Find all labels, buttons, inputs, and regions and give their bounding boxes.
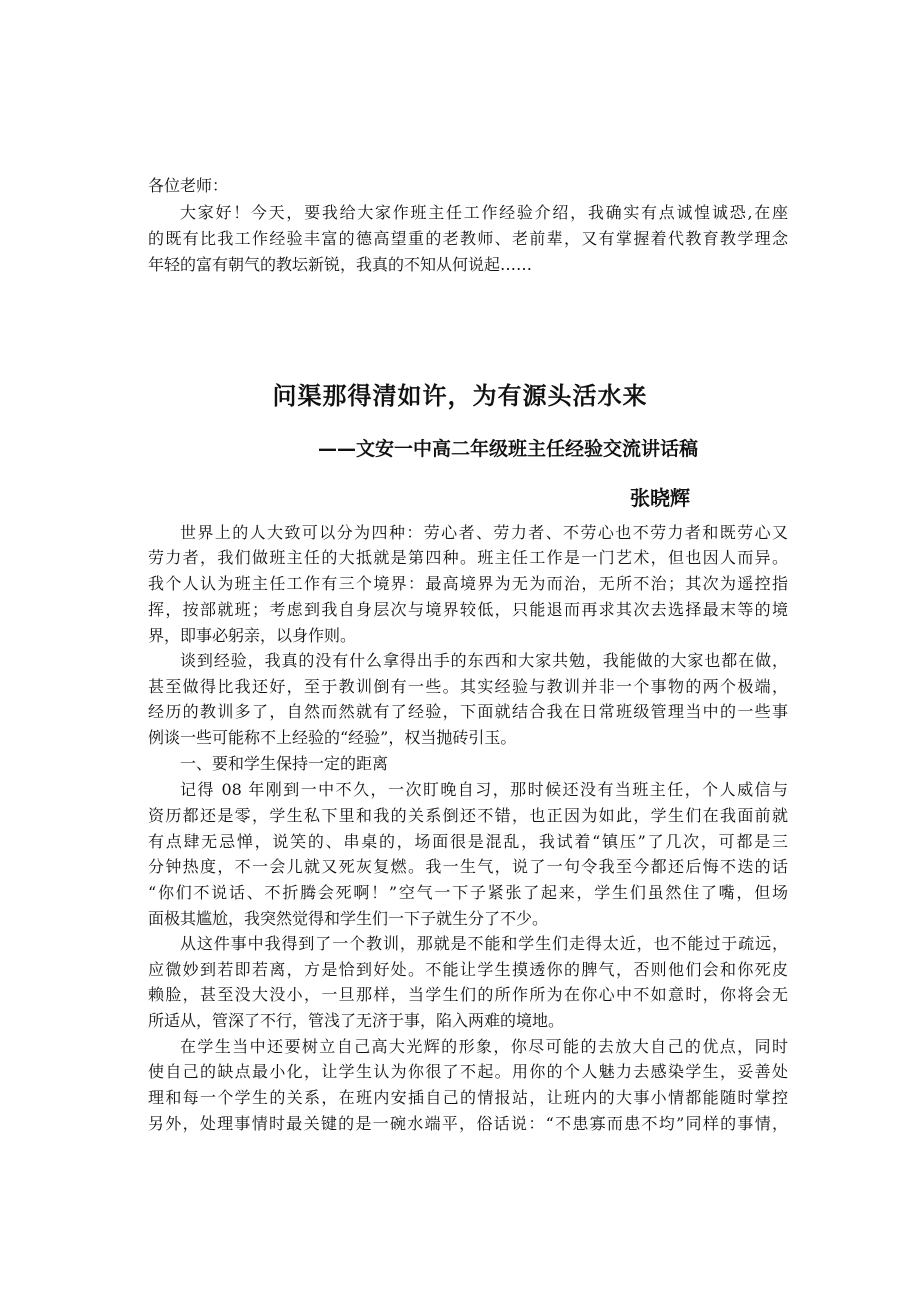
paragraph-line: 劳力者，我们做班主任的大抵就是第四种。班主任工作是一门艺术，但也因人而异。 [148,548,788,567]
section-heading: 一、要和学生保持一定的距离 [180,754,389,773]
salutation: 各位老师： [148,176,229,195]
paragraph-line: 理和每一个学生的关系，在班内安插自己的情报站，让班内的大事小情都能随时掌控 [148,1088,788,1107]
paragraph-line: 例谈一些可能称不上经验的“经验”，权当抛砖引玉。 [148,728,517,747]
paragraph-line: 在学生当中还要树立自己高大光辉的形象，你尽可能的去放大自己的优点，同时 [180,1037,788,1056]
speech-subtitle: ——文安一中高二年级班主任经验交流讲话稿 [318,438,699,460]
paragraph-line: 我个人认为班主任工作有三个境界：最高境界为无为而治，无所不治；其次为遥控指 [148,574,788,593]
paragraph-line: 界，即事必躬亲，以身作则。 [148,626,357,645]
paragraph-line: 甚至做得比我还好，至于教训倒有一些。其实经验与教训并非一个事物的两个极端， [148,677,788,696]
paragraph-line: 世界上的人大致可以分为四种：劳心者、劳力者、不劳心也不劳力者和既劳心又 [180,523,788,542]
paragraph-line: 另外，处理事情时最关键的是一碗水端平，俗话说：“不患寡而患不均”同样的事情， [148,1114,788,1133]
paragraph-line: 记得 08 年刚到一中不久，一次盯晚自习，那时候还没有当班主任，个人威信与 [180,780,788,799]
paragraph-line: 挥，按部就班；考虑到我自身层次与境界较低，只能退而再求其次去选择最末等的境 [148,600,788,619]
paragraph-line: 谈到经验，我真的没有什么拿得出手的东西和大家共勉，我能做的大家也都在做， [180,651,788,670]
paragraph-line: 经历的教训多了，自然而然就有了经验，下面就结合我在日常班级管理当中的一些事 [148,702,788,721]
intro-line: 大家好！今天，要我给大家作班主任工作经验介绍，我确实有点诚惶诚恐,在座 [180,203,788,222]
paragraph-line: 分钟热度，不一会儿就又死灰复燃。我一生气，说了一句令我至今都还后悔不迭的话 [148,857,788,876]
paragraph-line: 面极其尴尬，我突然觉得和学生们一下子就生分了不少。 [148,909,549,928]
intro-line: 年轻的富有朝气的教坛新锐，我真的不知从何说起…… [148,255,533,274]
paragraph-line: 所适从，管深了不行，管浅了无济于事，陷入两难的境地。 [148,1011,565,1030]
paragraph-line: 从这件事中我得到了一个教训，那就是不能和学生们走得太近，也不能过于疏远， [180,934,788,953]
paragraph-line: 有点肆无忌惮，说笑的、串桌的，场面很是混乱，我试着“镇压”了几次，可都是三 [148,832,788,851]
intro-line: 的既有比我工作经验丰富的德高望重的老教师、老前辈，又有掌握着代教育教学理念 [148,229,788,248]
author-name: 张晓辉 [630,486,690,510]
paragraph-line: 资历都还是零，学生私下里和我的关系倒还不错，也正因为如此，学生们在我面前就 [148,806,788,825]
paragraph-line: 应微妙到若即若离，方是恰到好处。不能让学生摸透你的脾气，否则他们会和你死皮 [148,960,788,979]
speech-title: 问渠那得清如许，为有源头活水来 [272,382,648,410]
paragraph-line: 赖脸，甚至没大没小，一旦那样，当学生们的所作所为在你心中不如意时，你将会无 [148,985,788,1004]
paragraph-line: “你们不说话、不折腾会死啊！”空气一下子紧张了起来，学生们虽然住了嘴，但场 [148,883,788,902]
paragraph-line: 使自己的缺点最小化，让学生认为你很了不起。用你的个人魅力去感染学生，妥善处 [148,1062,788,1081]
